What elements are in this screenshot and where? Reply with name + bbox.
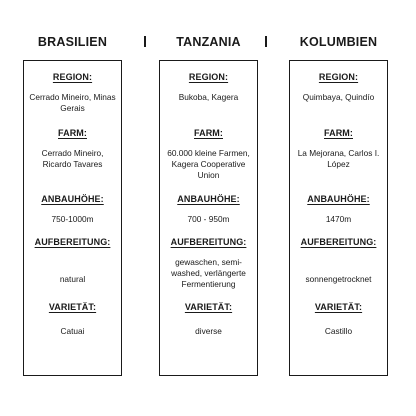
processing-field — [160, 237, 257, 290]
altitude-value: 1470m — [325, 214, 352, 224]
region-label: REGION: — [188, 72, 229, 82]
altitude-value: 700 - 950m — [187, 214, 230, 224]
processing-label: AUFBEREITUNG: — [300, 237, 377, 247]
processing-value: sonnengetrocknet — [305, 274, 372, 284]
processing-value: natural — [59, 274, 86, 284]
variety-value: Catuai — [60, 326, 85, 336]
farm-label: FARM: — [194, 128, 223, 138]
farm-field — [160, 128, 257, 181]
region-value: Cerrado Mineiro, Minas Gerais — [29, 92, 116, 113]
variety-field — [160, 302, 257, 337]
region-value: Bukoba, Kagera — [178, 92, 239, 102]
farm-value: 60.000 kleine Farmen, Kagera Cooperative Union — [167, 148, 250, 180]
country-header — [0, 35, 416, 51]
separator — [144, 36, 146, 47]
processing-label: AUFBEREITUNG: — [170, 237, 247, 247]
region-label: REGION: — [52, 72, 93, 82]
altitude-label: ANBAUHÖHE: — [41, 194, 104, 204]
altitude-label: ANBAUHÖHE: — [307, 194, 370, 204]
altitude-field — [160, 194, 257, 225]
country-title-brasilien: BRASILIEN — [37, 35, 108, 49]
variety-label: VARIETÄT: — [48, 302, 97, 312]
variety-value: Castillo — [324, 326, 353, 336]
variety-label: VARIETÄT: — [184, 302, 233, 312]
coffee-panel-kolumbien — [289, 60, 388, 376]
farm-label: FARM: — [58, 128, 87, 138]
variety-value: diverse — [195, 326, 222, 336]
variety-label: VARIETÄT: — [314, 302, 363, 312]
variety-field — [24, 302, 121, 337]
farm-label: FARM: — [324, 128, 353, 138]
country-title-tanzania: TANZANIA — [176, 35, 241, 49]
altitude-label: ANBAUHÖHE: — [177, 194, 240, 204]
region-label: REGION: — [318, 72, 359, 82]
region-field — [160, 72, 257, 103]
coffee-panel-tanzania — [159, 60, 258, 376]
variety-field — [290, 302, 387, 337]
separator — [265, 36, 267, 47]
farm-value: Cerrado Mineiro, Ricardo Tavares — [41, 148, 104, 169]
farm-field — [24, 128, 121, 170]
region-value: Quimbaya, Quindío — [302, 92, 375, 102]
farm-value: La Mejorana, Carlos I. López — [297, 148, 380, 169]
processing-value: gewaschen, semi-washed, verlängerte Fermentierung — [171, 257, 246, 289]
processing-field — [24, 237, 121, 285]
altitude-field — [290, 194, 387, 225]
altitude-field — [24, 194, 121, 225]
farm-field — [290, 128, 387, 170]
processing-field — [290, 237, 387, 285]
processing-label: AUFBEREITUNG: — [34, 237, 111, 247]
region-field — [290, 72, 387, 103]
altitude-value: 750-1000m — [51, 214, 94, 224]
country-title-kolumbien: KOLUMBIEN — [299, 35, 378, 49]
coffee-panel-brasilien — [23, 60, 122, 376]
region-field — [24, 72, 121, 114]
